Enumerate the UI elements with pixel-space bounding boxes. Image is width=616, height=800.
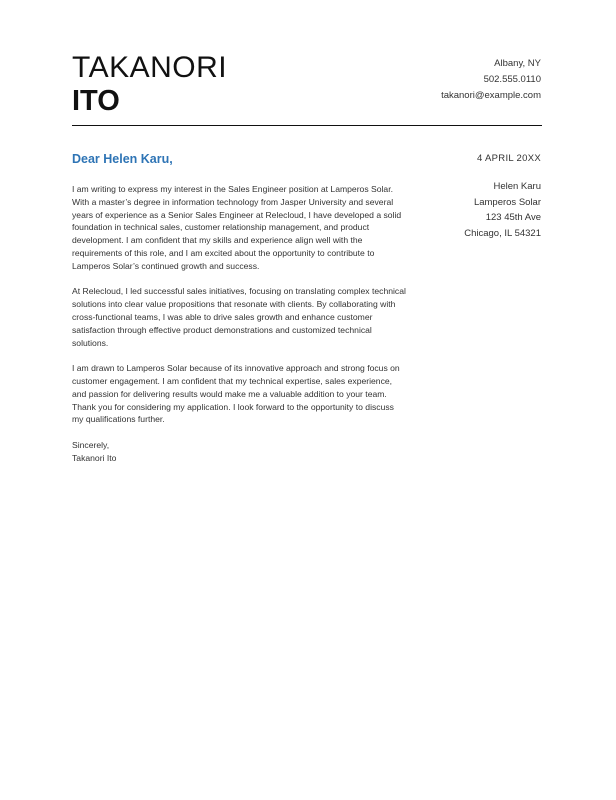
letter-date: 4 APRIL 20XX: [477, 153, 541, 164]
signature: Takanori Ito: [72, 452, 117, 463]
letter-body: [72, 183, 407, 465]
first-name: TAKANORI: [72, 51, 228, 84]
contact-city: Albany, NY: [494, 58, 541, 69]
header-divider: [72, 125, 542, 126]
body-paragraph-3: I am drawn to Lamperos Solar because of its innovative approach and strong focus on customer engagement. I am confident that my technical expertise, sales experience, and passion for delivering results would make me a valuable addition to your team. Thank you for considering my application. I look forward to the opportunity to discuss my qualifications further.: [72, 363, 400, 425]
closing-line: Sincerely,: [72, 439, 110, 450]
salutation: Dear Helen Karu,: [72, 152, 173, 166]
recipient-name: Helen Karu: [493, 181, 541, 192]
contact-phone: 502.555.0110: [483, 74, 541, 85]
closing-block: [72, 439, 407, 465]
body-paragraph-2: At Relecloud, I led successful sales initiatives, focusing on translating complex technical solutions into clear value propositions that resonate with clients. By collaborating with cross-functional teams, I was able to drive sales growth and enhance customer satisfaction through effective product demonstrations and customized technical solutions.: [72, 286, 406, 348]
contact-email: takanori@example.com: [441, 90, 541, 101]
last-name: ITO: [72, 85, 120, 117]
recipient-company: Lamperos Solar: [473, 196, 541, 208]
body-paragraph-1: I am writing to express my interest in the Sales Engineer position at Lamperos Solar. With a master’s degree in information technology from Jasper University and several years of experience as a Senior Sales Engineer at Relecloud, I have developed a solid foundation in technical sales, customer relationship management, and product development. I am confident that my skills and experience align well with the requirements of this role, and I am excited about the opportunity to contribute to Lamperos Solar’s continued growth and success.: [72, 184, 402, 271]
recipient-city: Chicago, IL 54321: [464, 227, 541, 239]
contact-block: [441, 56, 541, 104]
recipient-street: 123 45th Ave: [485, 212, 541, 223]
recipient-block: [464, 179, 541, 241]
